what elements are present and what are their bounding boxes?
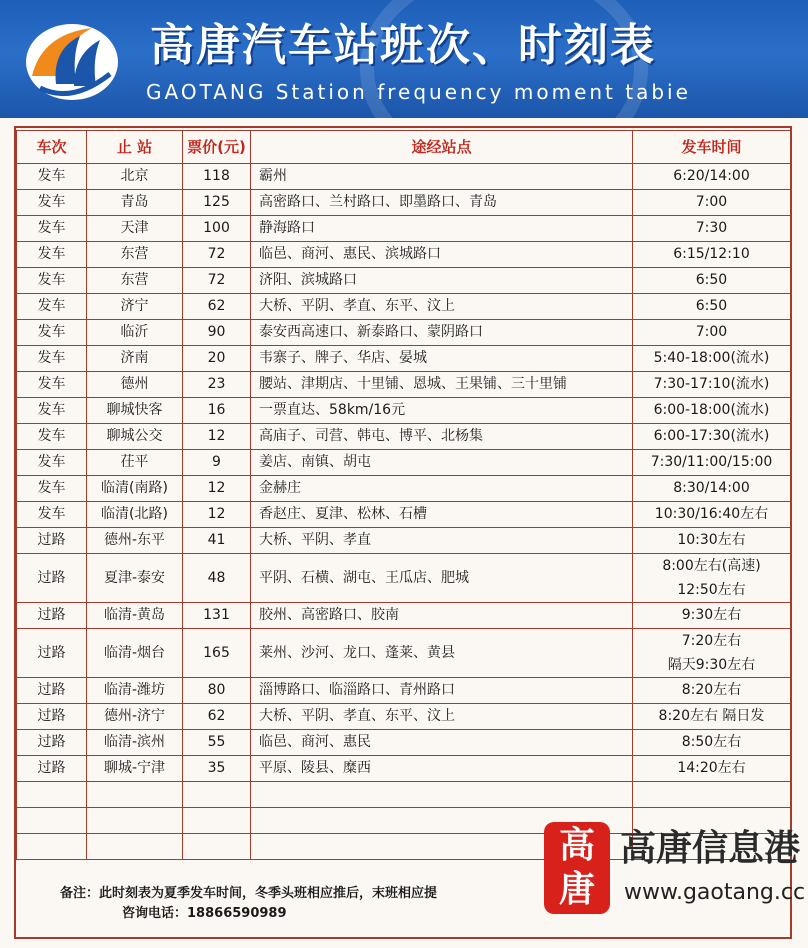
cell-time: 6:00-18:00(流水) <box>633 398 791 424</box>
empty-cell <box>87 834 183 860</box>
cell-via: 平阴、石横、湖屯、王瓜店、肥城 <box>251 554 633 603</box>
cell-time: 6:15/12:10 <box>633 242 791 268</box>
cell-type: 过路 <box>17 528 87 554</box>
cell-price: 23 <box>183 372 251 398</box>
cell-via: 临邑、商河、惠民 <box>251 730 633 756</box>
table-row <box>17 294 791 320</box>
cell-type: 过路 <box>17 554 87 603</box>
cell-dest: 临沂 <box>87 320 183 346</box>
cell-time: 8:30/14:00 <box>633 476 791 502</box>
cell-dest: 东营 <box>87 268 183 294</box>
cell-via: 姜店、南镇、胡屯 <box>251 450 633 476</box>
cell-price: 125 <box>183 190 251 216</box>
cell-via: 大桥、平阴、孝直、东平、汶上 <box>251 704 633 730</box>
cell-time: 8:20左右 隔日发 <box>633 704 791 730</box>
watermark-url: www.gaotang.cc <box>624 880 806 905</box>
cell-price: 41 <box>183 528 251 554</box>
header-banner <box>0 0 808 118</box>
timetable <box>16 130 791 860</box>
page-title: 高唐汽车站班次、时刻表 <box>150 20 656 71</box>
table-row <box>17 704 791 730</box>
empty-cell <box>17 834 87 860</box>
cell-dest: 济南 <box>87 346 183 372</box>
cell-dest: 聊城-宁津 <box>87 756 183 782</box>
table-row <box>17 502 791 528</box>
table-row <box>17 678 791 704</box>
table-row <box>17 216 791 242</box>
cell-price: 12 <box>183 476 251 502</box>
cell-time: 10:30左右 <box>633 528 791 554</box>
cell-dest: 临清-滨州 <box>87 730 183 756</box>
time-line: 7:20左右 <box>681 633 742 649</box>
cell-dest: 茌平 <box>87 450 183 476</box>
empty-cell <box>251 782 633 808</box>
cell-via: 香赵庄、夏津、松林、石槽 <box>251 502 633 528</box>
cell-dest: 青岛 <box>87 190 183 216</box>
cell-price: 80 <box>183 678 251 704</box>
cell-via: 金赫庄 <box>251 476 633 502</box>
table-row <box>17 476 791 502</box>
time-line: 隔天9:30左右 <box>667 657 756 673</box>
remark-text: 备注：此时刻表为夏季发车时间，冬季头班相应推后，末班相应提 <box>60 886 438 901</box>
table-row <box>17 190 791 216</box>
cell-price: 9 <box>183 450 251 476</box>
cell-dest: 聊城公交 <box>87 424 183 450</box>
cell-dest: 济宁 <box>87 294 183 320</box>
table-row <box>17 603 791 629</box>
col-header-price: 票价(元) <box>183 131 251 164</box>
cell-price: 131 <box>183 603 251 629</box>
cell-via: 一票直达、58km/16元 <box>251 398 633 424</box>
cell-type: 过路 <box>17 678 87 704</box>
col-header-dest: 止 站 <box>87 131 183 164</box>
cell-price: 12 <box>183 502 251 528</box>
cell-price: 62 <box>183 704 251 730</box>
cell-type: 发车 <box>17 398 87 424</box>
cell-via: 胶州、高密路口、胶南 <box>251 603 633 629</box>
cell-via: 高密路口、兰村路口、即墨路口、青岛 <box>251 190 633 216</box>
cell-type: 发车 <box>17 164 87 190</box>
cell-via: 大桥、平阴、孝直 <box>251 528 633 554</box>
cell-via: 临邑、商河、惠民、滨城路口 <box>251 242 633 268</box>
empty-cell <box>183 782 251 808</box>
cell-time: 7:00 <box>633 320 791 346</box>
table-row <box>17 268 791 294</box>
cell-time: 6:50 <box>633 294 791 320</box>
watermark-name: 高唐信息港 <box>620 827 801 869</box>
cell-time <box>633 629 791 678</box>
cell-via: 霸州 <box>251 164 633 190</box>
cell-price: 20 <box>183 346 251 372</box>
table-row <box>17 320 791 346</box>
cell-time: 6:00-17:30(流水) <box>633 424 791 450</box>
cell-type: 发车 <box>17 502 87 528</box>
cell-price: 100 <box>183 216 251 242</box>
empty-cell <box>87 808 183 834</box>
table-row <box>17 372 791 398</box>
cell-dest: 临清-烟台 <box>87 629 183 678</box>
cell-via: 腰站、津期店、十里铺、恩城、王果铺、三十里铺 <box>251 372 633 398</box>
cell-type: 过路 <box>17 704 87 730</box>
cell-dest: 东营 <box>87 242 183 268</box>
cell-price: 72 <box>183 242 251 268</box>
cell-price: 62 <box>183 294 251 320</box>
cell-price: 118 <box>183 164 251 190</box>
cell-type: 过路 <box>17 730 87 756</box>
cell-price: 48 <box>183 554 251 603</box>
table-row <box>17 629 791 678</box>
empty-cell <box>183 834 251 860</box>
cell-dest: 临清(北路) <box>87 502 183 528</box>
table-row <box>17 756 791 782</box>
cell-time: 7:00 <box>633 190 791 216</box>
cell-dest: 临清-潍坊 <box>87 678 183 704</box>
empty-cell <box>17 808 87 834</box>
cell-dest: 德州-济宁 <box>87 704 183 730</box>
table-row <box>17 554 791 603</box>
col-header-type: 车次 <box>17 131 87 164</box>
table-header-row <box>17 131 791 164</box>
cell-time: 10:30/16:40左右 <box>633 502 791 528</box>
cell-time: 8:50左右 <box>633 730 791 756</box>
cell-dest: 夏津-泰安 <box>87 554 183 603</box>
col-header-time: 发车时间 <box>633 131 791 164</box>
cell-price: 72 <box>183 268 251 294</box>
phone-label: 咨询电话： <box>122 906 188 921</box>
cell-via: 泰安西高速口、新泰路口、蒙阴路口 <box>251 320 633 346</box>
stamp-text: 高唐 <box>558 825 595 910</box>
cell-price: 55 <box>183 730 251 756</box>
cell-time: 5:40-18:00(流水) <box>633 346 791 372</box>
cell-type: 发车 <box>17 190 87 216</box>
cell-type: 发车 <box>17 346 87 372</box>
cell-dest: 德州-东平 <box>87 528 183 554</box>
cell-time: 7:30/11:00/15:00 <box>633 450 791 476</box>
cell-time <box>633 554 791 603</box>
col-header-via: 途经站点 <box>251 131 633 164</box>
table-row <box>17 242 791 268</box>
cell-time: 9:30左右 <box>633 603 791 629</box>
empty-cell <box>183 808 251 834</box>
cell-via: 平原、陵县、糜西 <box>251 756 633 782</box>
cell-price: 165 <box>183 629 251 678</box>
table-row <box>17 398 791 424</box>
cell-type: 过路 <box>17 629 87 678</box>
cell-time: 8:20左右 <box>633 678 791 704</box>
cell-time: 6:20/14:00 <box>633 164 791 190</box>
cell-type: 过路 <box>17 756 87 782</box>
time-line: 12:50左右 <box>677 582 746 598</box>
cell-time: 14:20左右 <box>633 756 791 782</box>
page-subtitle: GAOTANG Station frequency moment tabie <box>146 80 691 104</box>
cell-type: 发车 <box>17 476 87 502</box>
cell-type: 发车 <box>17 216 87 242</box>
cell-time: 6:50 <box>633 268 791 294</box>
cell-type: 发车 <box>17 450 87 476</box>
cell-type: 发车 <box>17 294 87 320</box>
cell-dest: 北京 <box>87 164 183 190</box>
table-row <box>17 346 791 372</box>
cell-via: 大桥、平阴、孝直、东平、汶上 <box>251 294 633 320</box>
cell-type: 发车 <box>17 320 87 346</box>
cell-dest: 聊城快客 <box>87 398 183 424</box>
table-row <box>17 164 791 190</box>
cell-dest: 德州 <box>87 372 183 398</box>
cell-time: 7:30-17:10(流水) <box>633 372 791 398</box>
cell-via: 莱州、沙河、龙口、蓬莱、黄县 <box>251 629 633 678</box>
cell-via: 韦寨子、牌子、华店、晏城 <box>251 346 633 372</box>
cell-via: 高庙子、司营、韩屯、博平、北杨集 <box>251 424 633 450</box>
cell-type: 发车 <box>17 424 87 450</box>
cell-type: 发车 <box>17 372 87 398</box>
empty-cell <box>633 782 791 808</box>
cell-price: 90 <box>183 320 251 346</box>
cell-price: 16 <box>183 398 251 424</box>
table-row <box>17 730 791 756</box>
cell-price: 35 <box>183 756 251 782</box>
empty-row <box>17 782 791 808</box>
cell-dest: 天津 <box>87 216 183 242</box>
table-row <box>17 450 791 476</box>
cell-type: 发车 <box>17 268 87 294</box>
cell-time: 7:30 <box>633 216 791 242</box>
cell-type: 过路 <box>17 603 87 629</box>
cell-price: 12 <box>183 424 251 450</box>
table-body <box>17 164 791 860</box>
watermark-stamp <box>544 822 610 914</box>
cell-type: 发车 <box>17 242 87 268</box>
station-logo-icon <box>22 14 122 106</box>
phone-number: 18866590989 <box>187 906 287 921</box>
cell-dest: 临清-黄岛 <box>87 603 183 629</box>
cell-dest: 临清(南路) <box>87 476 183 502</box>
cell-via: 济阳、滨城路口 <box>251 268 633 294</box>
cell-via: 静海路口 <box>251 216 633 242</box>
watermark <box>536 812 808 922</box>
cell-via: 淄博路口、临淄路口、青州路口 <box>251 678 633 704</box>
empty-cell <box>87 782 183 808</box>
table-row <box>17 424 791 450</box>
time-line: 8:00左右(高速) <box>662 558 761 574</box>
table-row <box>17 528 791 554</box>
empty-cell <box>17 782 87 808</box>
